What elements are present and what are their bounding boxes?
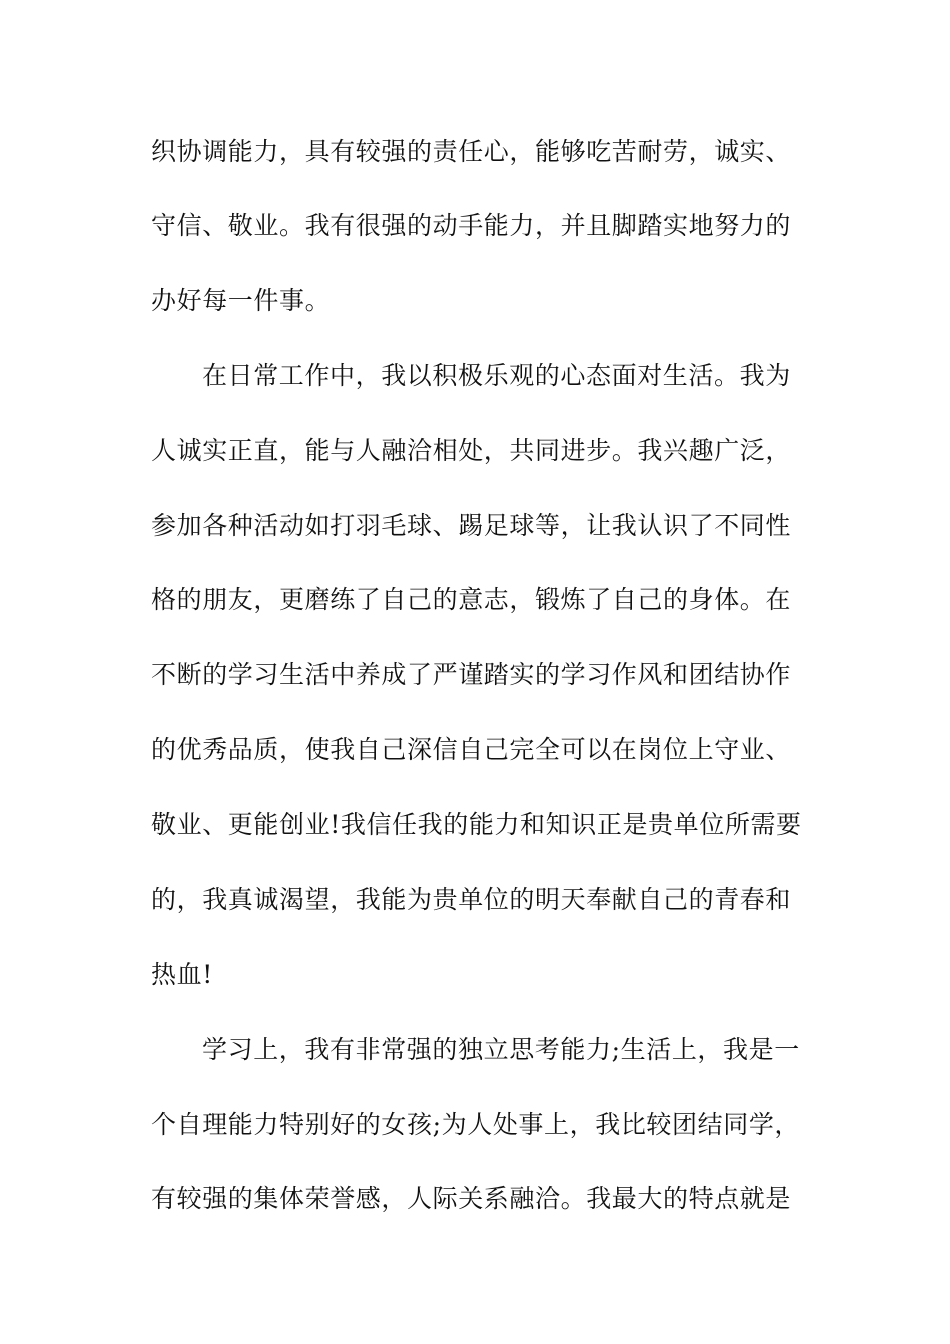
text-line: 热血!	[151, 960, 213, 989]
paragraph-first-line: 学习上，我有非常强的独立思考能力;生活上，我是一	[202, 1035, 800, 1064]
text-line: 的，我真诚渴望，我能为贵单位的明天奉献自己的青春和	[151, 885, 792, 914]
text-line: 个自理能力特别好的女孩;为人处事上，我比较团结同学，	[151, 1110, 801, 1139]
text-line: 的优秀品质，使我自己深信自己完全可以在岗位上守业、	[151, 735, 792, 764]
text-line: 敬业、更能创业!我信任我的能力和知识正是贵单位所需要	[151, 810, 802, 839]
text-line: 参加各种活动如打羽毛球、踢足球等，让我认识了不同性	[151, 511, 792, 540]
text-line: 不断的学习生活中养成了严谨踏实的学习作风和团结协作	[151, 660, 792, 689]
text-line: 办好每一件事。	[151, 286, 331, 315]
text-line: 有较强的集体荣誉感，人际关系融洽。我最大的特点就是	[151, 1184, 792, 1213]
text-line: 织协调能力，具有较强的责任心，能够吃苦耐劳，诚实、	[151, 137, 792, 166]
paragraph-first-line: 在日常工作中，我以积极乐观的心态面对生活。我为	[202, 361, 791, 390]
text-line: 守信、敬业。我有很强的动手能力，并且脚踏实地努力的	[151, 211, 792, 240]
text-line: 人诚实正直，能与人融洽相处，共同进步。我兴趣广泛，	[151, 436, 792, 465]
text-line: 格的朋友，更磨练了自己的意志，锻炼了自己的身体。在	[151, 585, 792, 614]
